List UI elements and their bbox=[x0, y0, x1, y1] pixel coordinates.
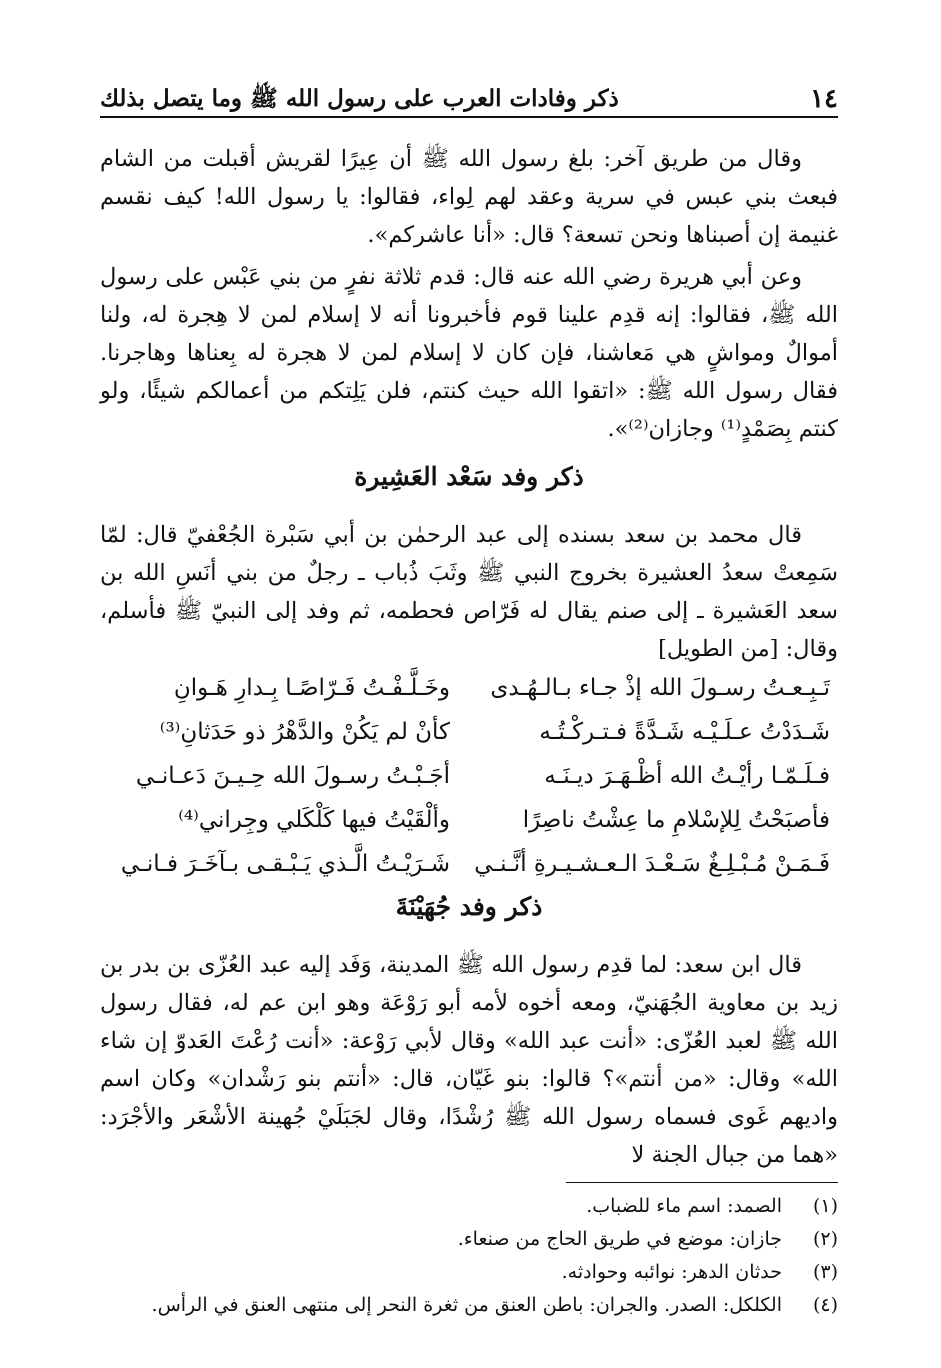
verse-second-hemistich: كأنْ لم يَكُنْ والدَّهْرُ ذو حَدَثانِ⁽³⁾ bbox=[159, 719, 450, 745]
footnote-text: حدثان الدهر: نوائبه وحوادثه. bbox=[561, 1261, 782, 1283]
section-heading-juhayna: ذكر وفد جُهَيْنَةَ bbox=[395, 892, 543, 921]
footnote-rule bbox=[566, 1182, 838, 1183]
verse bbox=[110, 756, 830, 800]
verse-second-hemistich: أجَـبْـتُ رسـولَ الله حِـيـنَ دَعـانـي bbox=[135, 763, 450, 789]
paragraph-1: وقال من طريق آخر: بلغ رسول الله ﷺ أن عِيرًا لقريش أقبلت من الشام فبعث بني عبس في سرية وعقد لهم لِواء، فقالوا: يا رسول الله! كيف نقسم غنيمة إن أصبناها ونحن تسعة؟ قال: «أنا عاشركم». bbox=[100, 146, 838, 248]
verse-second-hemistich: شَـرَيْـتُ الَّـذي يَـبْـقـى بـآخَـرَ فـانـي bbox=[120, 851, 450, 877]
verse-first-hemistich: فـلَـمّـا رأيْـتُ الله أظْـهَـرَ ديـنَـه bbox=[544, 763, 830, 789]
page-number: ١٤ bbox=[810, 84, 838, 114]
header-rule bbox=[100, 116, 838, 118]
verse-second-hemistich: وألْقَيْتُ فيها كَلْكَلي وجِراني⁽⁴⁾ bbox=[178, 807, 450, 833]
footnote-text: الكلكل: الصدر. والجران: باطن العنق من ثغرة النحر إلى منتهى العنق في الرأس. bbox=[151, 1294, 782, 1316]
footnote-text: الصمد: اسم ماء للضباب. bbox=[586, 1195, 782, 1217]
paragraph-4: قال ابن سعد: لما قدِم رسول الله ﷺ المدينة، وَفَد إليه عبد العُزّى بن بدر بن زيد بن معاوية الجُهَنيّ، ومعه أخوه لأمه أبو رَوْعَة وهو ابن عم له، فقال رسول الله ﷺ لعبد العُزّى: «أنت عبد الله» وقال لأبي رَوْعة: «أنت رُعْتَ العَدوّ إن شاء الله» وقال: «من أنتم»؟ قالوا: بنو غَيّان، قال: «أنتم بنو رَشْدان» وكان اسم واديهم غَوى فسماه رسول الله ﷺ رُشْدًا، وقال لجَبَلَيْ جُهينة الأشْعَر والأجْرَد: «هما من جبال الجنة لا bbox=[100, 952, 838, 1168]
footnote bbox=[100, 1289, 838, 1322]
section-heading-saad-al-ashira: ذكر وفد سَعْد العَشِيرة bbox=[354, 462, 584, 491]
footnote-number: (٢) bbox=[812, 1228, 838, 1250]
footnote-number: (١) bbox=[812, 1195, 838, 1217]
paragraph-2: وعن أبي هريرة رضي الله عنه قال: قدم ثلاثة نفرٍ من بني عَبْس على رسول الله ﷺ، فقالوا: إنه قدِم علينا قوم فأخبرونا أنه لا إسلام لمن لا هِجرة له، ولنا أموالٌ ومواشٍ هي مَعاشنا، فإن كان لا إسلام لمن لا هجرة له بِعناها وهاجرنا. فقال رسول الله ﷺ: «اتقوا الله حيث كنتم، فلن يَلِتكم من أعمالكم شيئًا، ولو كنتم بِصَمْدٍ⁽¹⁾ وجازان⁽²⁾». bbox=[100, 264, 838, 442]
running-title: ذكر وفادات العرب على رسول الله ﷺ وما يتصل بذلك bbox=[100, 85, 619, 112]
paragraph-3: قال محمد بن سعد بسنده إلى عبد الرحمٰن بن أبي سَبْرة الجُعْفيّ قال: لمّا سَمِعتْ سعدُ العشيرة بخروج النبي ﷺ وثَبَ ذُباب ـ رجلٌ من بني أنَسِ الله بن سعد العَشيرة ـ إلى صنم يقال له فَرّاص فحطمه، ثم وفد إلى النبيّ ﷺ فأسلم، وقال: [من الطويل] bbox=[100, 522, 838, 662]
verse-second-hemistich: وخَـلَّـفْـتُ فَـرّاصًـا بِـدارِ هَـوانِ bbox=[173, 675, 450, 701]
verse bbox=[110, 668, 830, 712]
verse-first-hemistich: شَـدَدْتُ عـلَـيْـه شَـدَّةً فـتـركْـتُـه bbox=[539, 719, 830, 745]
verse-first-hemistich: تَـبِـعـتُ رسـولَ الله إذْ جـاء بـالـهُـدى bbox=[490, 675, 830, 701]
verse bbox=[110, 800, 830, 844]
footnote bbox=[100, 1190, 838, 1223]
footnote bbox=[100, 1256, 838, 1289]
footnote-number: (٣) bbox=[812, 1261, 838, 1283]
verse bbox=[110, 844, 830, 888]
verse-first-hemistich: فأصبَحْتُ لِلإسْلامِ ما عِشْتُ ناصِرًا bbox=[522, 807, 830, 833]
footnote bbox=[100, 1223, 838, 1256]
footnote-number: (٤) bbox=[812, 1294, 838, 1316]
verse-first-hemistich: فَـمَـنْ مُـبْـلِـغٌ سَـعْـدَ الـعـشـيـرةِ أنَّـنـي bbox=[474, 851, 830, 877]
footnotes bbox=[100, 1190, 838, 1322]
poem bbox=[110, 668, 830, 888]
page-header bbox=[100, 78, 838, 118]
footnote-text: جازان: موضع في طريق الحاج من صنعاء. bbox=[457, 1228, 782, 1250]
verse bbox=[110, 712, 830, 756]
